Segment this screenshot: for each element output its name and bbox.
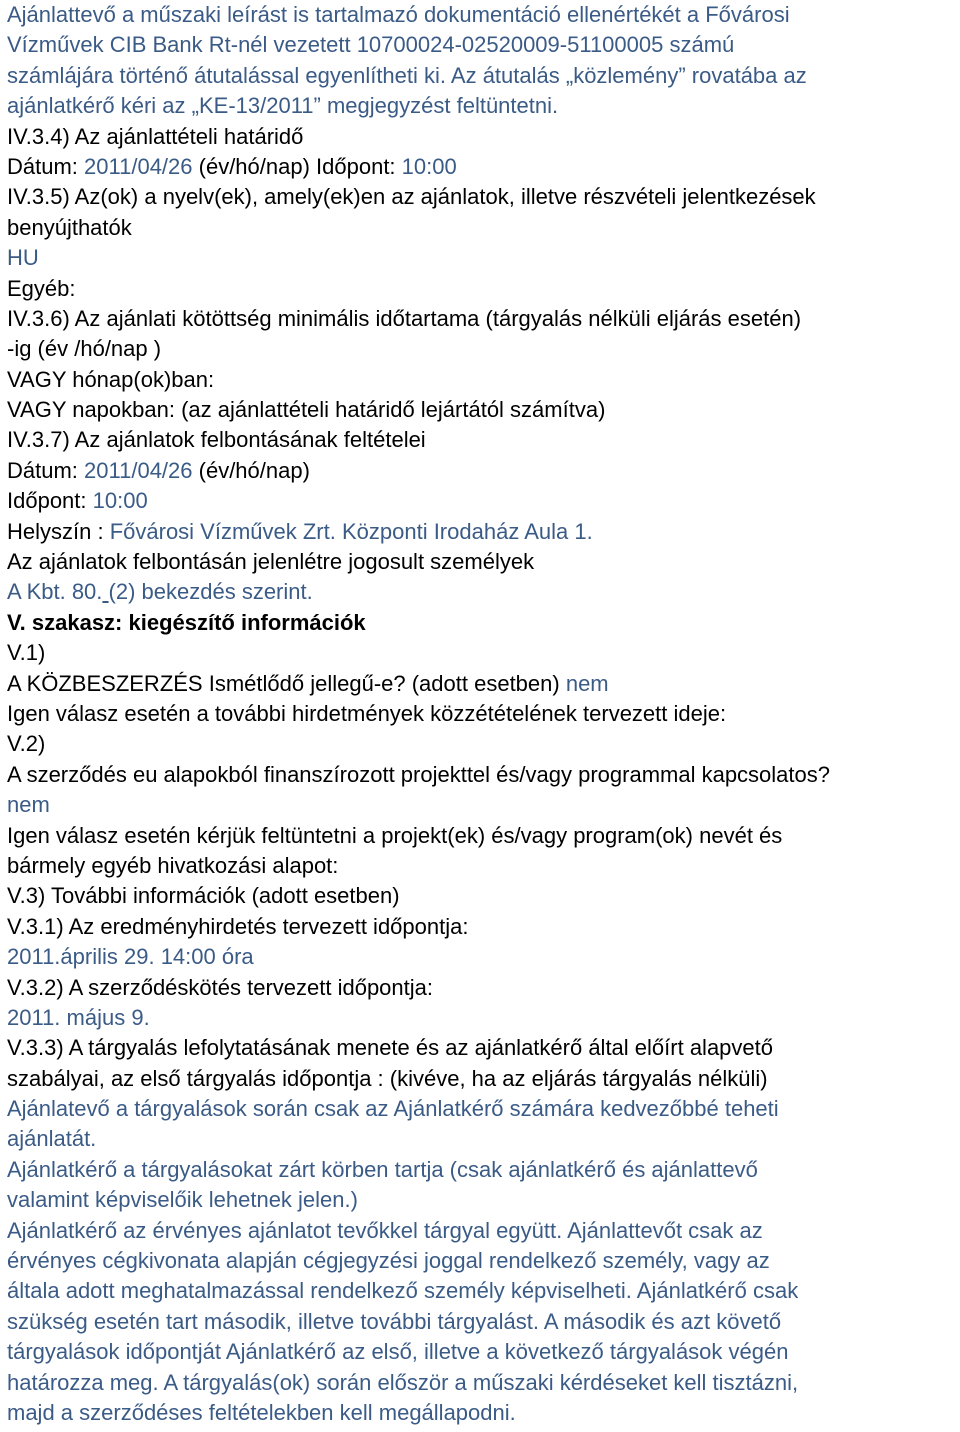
text-line bbox=[7, 213, 959, 243]
text-line bbox=[7, 1216, 959, 1246]
filled-value-text: számlájára történő átutalással egyenlítheti ki. Az átutalás „közlemény” rovatába az bbox=[7, 62, 807, 88]
text-line bbox=[7, 274, 959, 304]
text-line bbox=[7, 334, 959, 364]
text-line bbox=[7, 973, 959, 1003]
text-line bbox=[7, 182, 959, 212]
text-line bbox=[7, 760, 959, 790]
text-line bbox=[7, 729, 959, 759]
filled-value-text: 2011.április 29. 14:00 óra bbox=[7, 944, 254, 970]
text-line bbox=[7, 1246, 959, 1276]
text-line bbox=[7, 1185, 959, 1215]
text-line bbox=[7, 577, 959, 607]
filled-value-text: szükség esetén tart második, illetve további tárgyalást. A második és azt követő bbox=[7, 1308, 782, 1334]
filled-value-text: általa adott meghatalmazással rendelkező személy képviselheti. Ajánlatkérő csak bbox=[7, 1278, 799, 1304]
label-text: szabályai, az első tárgyalás időpontja : (kivéve, ha az eljárás tárgyalás nélküli) bbox=[7, 1065, 768, 1091]
filled-value-text: 10:00 bbox=[401, 153, 457, 179]
text-line bbox=[7, 547, 959, 577]
text-line bbox=[7, 91, 959, 121]
filled-value-text: nem bbox=[7, 792, 50, 818]
label-text: V.3.2) A szerződéskötés tervezett időpontja: bbox=[7, 974, 434, 1000]
filled-value-text: A Kbt. 80. bbox=[7, 579, 103, 605]
filled-value-text: majd a szerződéses feltételekben kell megállapodni. bbox=[7, 1399, 516, 1425]
label-text: Időpont: bbox=[7, 488, 93, 514]
filled-value-text: (2) bekezdés szerint. bbox=[108, 579, 313, 605]
text-line bbox=[7, 1033, 959, 1063]
label-text: IV.3.6) Az ajánlati kötöttség minimális időtartama (tárgyalás nélküli eljárás esetén) bbox=[7, 305, 802, 331]
label-text: IV.3.4) Az ajánlattételi határidő bbox=[7, 123, 304, 149]
text-line bbox=[7, 1368, 959, 1398]
text-line bbox=[7, 152, 959, 182]
filled-value-text: Ajánlatkérő az érvényes ajánlatot tevőkkel tárgyal együtt. Ajánlattevőt csak az bbox=[7, 1217, 763, 1243]
label-text: V.3.3) A tárgyalás lefolytatásának menete és az ajánlatkérő által előírt alapvető bbox=[7, 1035, 773, 1061]
filled-value-text: HU bbox=[7, 245, 39, 271]
label-text: V. szakasz: kiegészítő információk bbox=[7, 609, 366, 635]
filled-value-text: Vízművek CIB Bank Rt-nél vezetett 10700024-02520009-51100005 számú bbox=[7, 32, 735, 58]
text-line bbox=[7, 304, 959, 334]
text-line bbox=[7, 122, 959, 152]
filled-value-text: ajánlatát. bbox=[7, 1126, 97, 1152]
filled-value-text: 10:00 bbox=[92, 488, 148, 514]
filled-value-text: érvényes cégkivonata alapján cégjegyzési joggal rendelkező személy, vagy az bbox=[7, 1248, 770, 1274]
label-text: VAGY hónap(ok)ban: bbox=[7, 366, 215, 392]
filled-value-text: Ajánlatevő a tárgyalások során csak az Ajánlatkérő számára kedvezőbbé teheti bbox=[7, 1096, 779, 1122]
label-text: IV.3.5) Az(ok) a nyelv(ek), amely(ek)en az ajánlatok, illetve részvételi jelentkezések bbox=[7, 184, 816, 210]
filled-value-text: Ajánlattevő a műszaki leírást is tartalmazó dokumentáció ellenértékét a Fővárosi bbox=[7, 2, 790, 27]
label-text: A szerződés eu alapokból finanszírozott projekttel és/vagy programmal kapcsolatos? bbox=[7, 761, 830, 787]
label-text: (év/hó/nap) bbox=[192, 457, 310, 483]
filled-value-text: határozza meg. A tárgyalás(ok) során először a műszaki kérdéseket kell tisztázni, bbox=[7, 1369, 799, 1395]
label-text: bármely egyéb hivatkozási alapot: bbox=[7, 852, 339, 878]
label-text: benyújthatók bbox=[7, 214, 132, 240]
text-line bbox=[7, 1307, 959, 1337]
document-page bbox=[7, 0, 959, 1428]
label-text: Igen válasz esetén a további hirdetmények közzétételének tervezett ideje: bbox=[7, 700, 727, 726]
filled-value-text: Fővárosi Vízművek Zrt. Központi Irodaház Aula 1. bbox=[109, 518, 593, 544]
text-line bbox=[7, 1003, 959, 1033]
text-line bbox=[7, 912, 959, 942]
filled-value-text: 2011. május 9. bbox=[7, 1004, 150, 1030]
text-line bbox=[7, 365, 959, 395]
filled-value-text: ajánlatkérő kéri az „KE-13/2011” megjegyzést feltüntetni. bbox=[7, 93, 559, 119]
text-line bbox=[7, 1124, 959, 1154]
label-text: Dátum: bbox=[7, 153, 85, 179]
label-text: Az ajánlatok felbontásán jelenlétre jogosult személyek bbox=[7, 549, 535, 575]
label-text: Helyszín : bbox=[7, 518, 110, 544]
label-text: (év/hó/nap) Időpont: bbox=[192, 153, 402, 179]
text-line bbox=[7, 669, 959, 699]
filled-value-text: tárgyalások időpontját Ajánlatkérő az első, illetve a következő tárgyalások végén bbox=[7, 1339, 789, 1365]
text-line bbox=[7, 395, 959, 425]
label-text: V.3.1) Az eredményhirdetés tervezett időpontja: bbox=[7, 913, 469, 939]
text-line bbox=[7, 608, 959, 638]
filled-value-text: 2011/04/26 bbox=[84, 457, 193, 483]
label-text: Egyéb: bbox=[7, 275, 76, 301]
filled-value-text: Ajánlatkérő a tárgyalásokat zárt körben tartja (csak ajánlatkérő és ajánlattevő bbox=[7, 1156, 758, 1182]
label-text: V.2) bbox=[7, 731, 46, 757]
text-line bbox=[7, 486, 959, 516]
label-text: V.3) További információk (adott esetben) bbox=[7, 883, 400, 909]
label-text: -ig (év /hó/nap ) bbox=[7, 336, 162, 362]
text-line bbox=[7, 1094, 959, 1124]
text-line bbox=[7, 881, 959, 911]
label-text: Dátum: bbox=[7, 457, 85, 483]
text-line bbox=[7, 1155, 959, 1185]
label-text: A KÖZBESZERZÉS Ismétlődő jellegű-e? (adott esetben) bbox=[7, 670, 566, 696]
text-line bbox=[7, 517, 959, 547]
label-text: Igen válasz esetén kérjük feltüntetni a projekt(ek) és/vagy program(ok) nevét és bbox=[7, 822, 783, 848]
text-line bbox=[7, 1337, 959, 1367]
text-line bbox=[7, 942, 959, 972]
text-line bbox=[7, 699, 959, 729]
text-line bbox=[7, 61, 959, 91]
text-line bbox=[7, 425, 959, 455]
text-line bbox=[7, 0, 959, 30]
label-text: IV.3.7) Az ajánlatok felbontásának feltételei bbox=[7, 427, 426, 453]
text-line bbox=[7, 1276, 959, 1306]
label-text: VAGY napokban: (az ajánlattételi határidő lejártától számítva) bbox=[7, 397, 606, 423]
text-line bbox=[7, 638, 959, 668]
text-line bbox=[7, 1398, 959, 1428]
filled-value-text: valamint képviselőik lehetnek jelen.) bbox=[7, 1187, 358, 1213]
filled-value-text: 2011/04/26 bbox=[84, 153, 193, 179]
label-text: V.1) bbox=[7, 640, 46, 666]
text-line bbox=[7, 456, 959, 486]
filled-value-text: nem bbox=[565, 670, 609, 696]
text-line bbox=[7, 30, 959, 60]
text-line bbox=[7, 243, 959, 273]
text-line bbox=[7, 821, 959, 851]
text-line bbox=[7, 851, 959, 881]
text-line bbox=[7, 1064, 959, 1094]
text-line bbox=[7, 790, 959, 820]
